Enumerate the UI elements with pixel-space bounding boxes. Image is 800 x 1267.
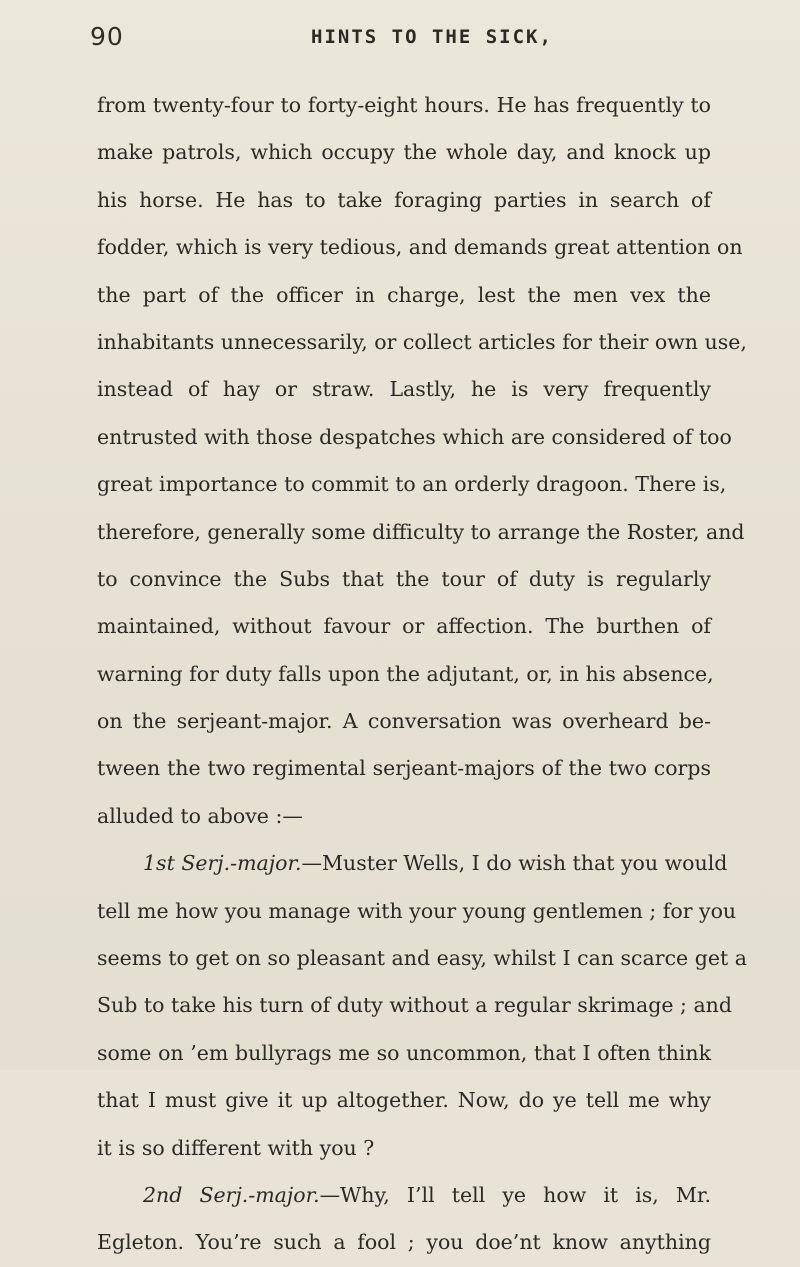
text-line-2: make patrols, which occupy the whole day, and knock up [97, 140, 711, 165]
text-line-4: fodder, which is very tedious, and demands great attention on [97, 235, 743, 260]
text-line-15: tween the two regimental serjeant-majors of the two corps [97, 756, 711, 781]
text-line-1: from twenty-four to forty-eight hours. He has frequently to [97, 93, 711, 117]
text-line-23: it is so different with you ? [97, 1135, 375, 1160]
speaker-label: 2nd Serj.-major. [143, 1182, 320, 1207]
speaker-label: 1st Serj.-major. [143, 851, 302, 876]
text-line-22: that I must give it up altogether. Now, do ye tell me why [97, 1088, 711, 1113]
text-line-12: maintained, without favour or affection. The burthen of [97, 614, 711, 639]
dialogue-line-1: 1st Serj.-major.—Muster Wells, I do wish that you would [143, 851, 728, 876]
text-line-21: some on ’em bullyrags me so uncommon, that I often think [97, 1040, 711, 1065]
text-line-6: inhabitants unnecessarily, or collect articles for their own use, [97, 329, 747, 354]
text-line-8: entrusted with those despatches which are considered of too [97, 424, 732, 449]
running-head: HINTS TO THE SICK, [311, 26, 553, 48]
page-number: 90 [90, 22, 124, 51]
text-line-18: tell me how you manage with your young gentlemen ; for you [97, 898, 737, 923]
text-line-16: alluded to above :— [97, 803, 303, 828]
text-line-11: to convince the Subs that the tour of duty is regularly [97, 566, 711, 591]
text-line-10: therefore, generally some difficulty to arrange the Roster, and [97, 519, 745, 544]
text-line-9: great importance to commit to an orderly dragoon. There is, [97, 472, 727, 497]
text-line-5: the part of the officer in charge, lest the men vex the [97, 282, 711, 307]
page-header [0, 22, 800, 62]
text-line-25: Egleton. You’re such a fool ; you doe’nt know anything [97, 1230, 711, 1255]
text-line-19: seems to get on so pleasant and easy, whilst I can scarce get a [97, 946, 747, 971]
text-line-3: his horse. He has to take foraging parties in search of [97, 187, 711, 212]
body-text [97, 82, 747, 1267]
text-line-7: instead of hay or straw. Lastly, he is very frequently [97, 377, 711, 402]
text-line-14: on the serjeant-major. A conversation was overheard be- [97, 709, 711, 734]
text-line-13: warning for duty falls upon the adjutant, or, in his absence, [97, 661, 714, 686]
text-line-20: Sub to take his turn of duty without a regular skrimage ; and [97, 993, 733, 1018]
dialogue-line-2: 2nd Serj.-major.—Why, I’ll tell ye how it is, Mr. [143, 1182, 711, 1207]
